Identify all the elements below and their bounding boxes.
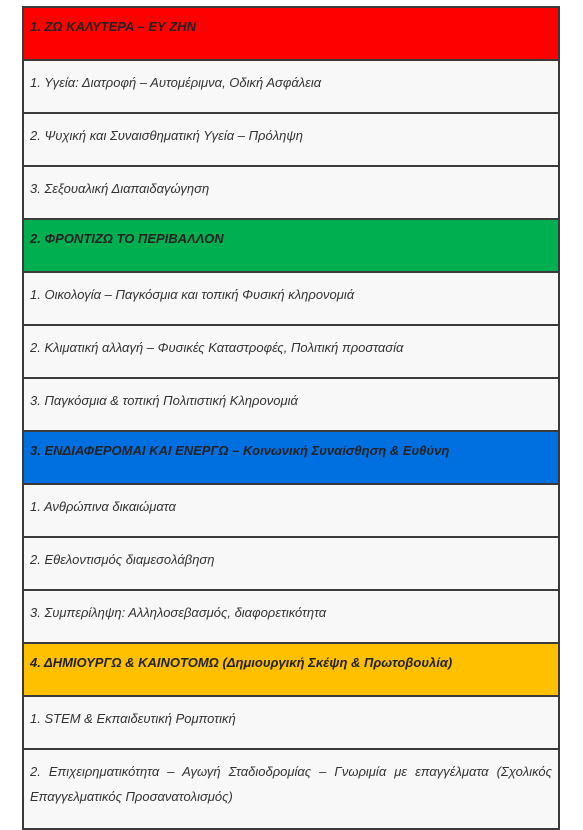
list-item — [23, 325, 559, 378]
section-2-item-2: 2. Κλιματική αλλαγή – Φυσικές Καταστροφές, Πολιτική προστασία — [23, 325, 559, 378]
list-item — [23, 272, 559, 325]
list-item — [23, 749, 559, 829]
section-4-item-2: 2. Επιχειρηματικότητα – Αγωγή Σταδιοδρομίας – Γνωριμία με επαγγέλματα (Σχολικός Επαγγελματικός Προσανατολισμός) — [23, 749, 559, 829]
table-body — [23, 7, 559, 829]
section-4-item-1: 1. STEM & Εκπαιδευτική Ρομποτική — [23, 696, 559, 749]
section-3-item-2: 2. Εθελοντισμός διαμεσολάβηση — [23, 537, 559, 590]
section-2-header: 2. ΦΡΟΝΤΙΖΩ ΤΟ ΠΕΡΙΒΑΛΛΟΝ — [23, 219, 559, 272]
list-item — [23, 537, 559, 590]
section-3-item-1: 1. Ανθρώπινα δικαιώματα — [23, 484, 559, 537]
section-header-row — [23, 219, 559, 272]
section-header-row — [23, 431, 559, 484]
section-3-item-3: 3. Συμπερίληψη: Αλληλοσεβασμός, διαφορετικότητα — [23, 590, 559, 643]
section-1-header: 1. ΖΩ ΚΑΛΥΤΕΡΑ – ΕΥ ΖΗΝ — [23, 7, 559, 60]
list-item — [23, 166, 559, 219]
section-3-header: 3. ΕΝΔΙΑΦΕΡΟΜΑΙ ΚΑΙ ΕΝΕΡΓΩ – Κοινωνική Συναίσθηση & Ευθύνη — [23, 431, 559, 484]
section-4-header: 4. ΔΗΜΙΟΥΡΓΩ & ΚΑΙΝΟΤΟΜΩ (Δημιουργική Σκέψη & Πρωτοβουλία) — [23, 643, 559, 696]
section-header-row — [23, 643, 559, 696]
list-item — [23, 378, 559, 431]
thematic-units-table — [22, 6, 560, 830]
list-item — [23, 696, 559, 749]
section-2-item-3: 3. Παγκόσμια & τοπική Πολιτιστική Κληρονομιά — [23, 378, 559, 431]
list-item — [23, 484, 559, 537]
list-item — [23, 590, 559, 643]
section-1-item-1: 1. Υγεία: Διατροφή – Αυτομέριμνα, Οδική Ασφάλεια — [23, 60, 559, 113]
section-1-item-2: 2. Ψυχική και Συναισθηματική Υγεία – Πρόληψη — [23, 113, 559, 166]
section-2-item-1: 1. Οικολογία – Παγκόσμια και τοπική Φυσική κληρονομιά — [23, 272, 559, 325]
section-header-row — [23, 7, 559, 60]
section-1-item-3: 3. Σεξουαλική Διαπαιδαγώγηση — [23, 166, 559, 219]
list-item — [23, 113, 559, 166]
list-item — [23, 60, 559, 113]
